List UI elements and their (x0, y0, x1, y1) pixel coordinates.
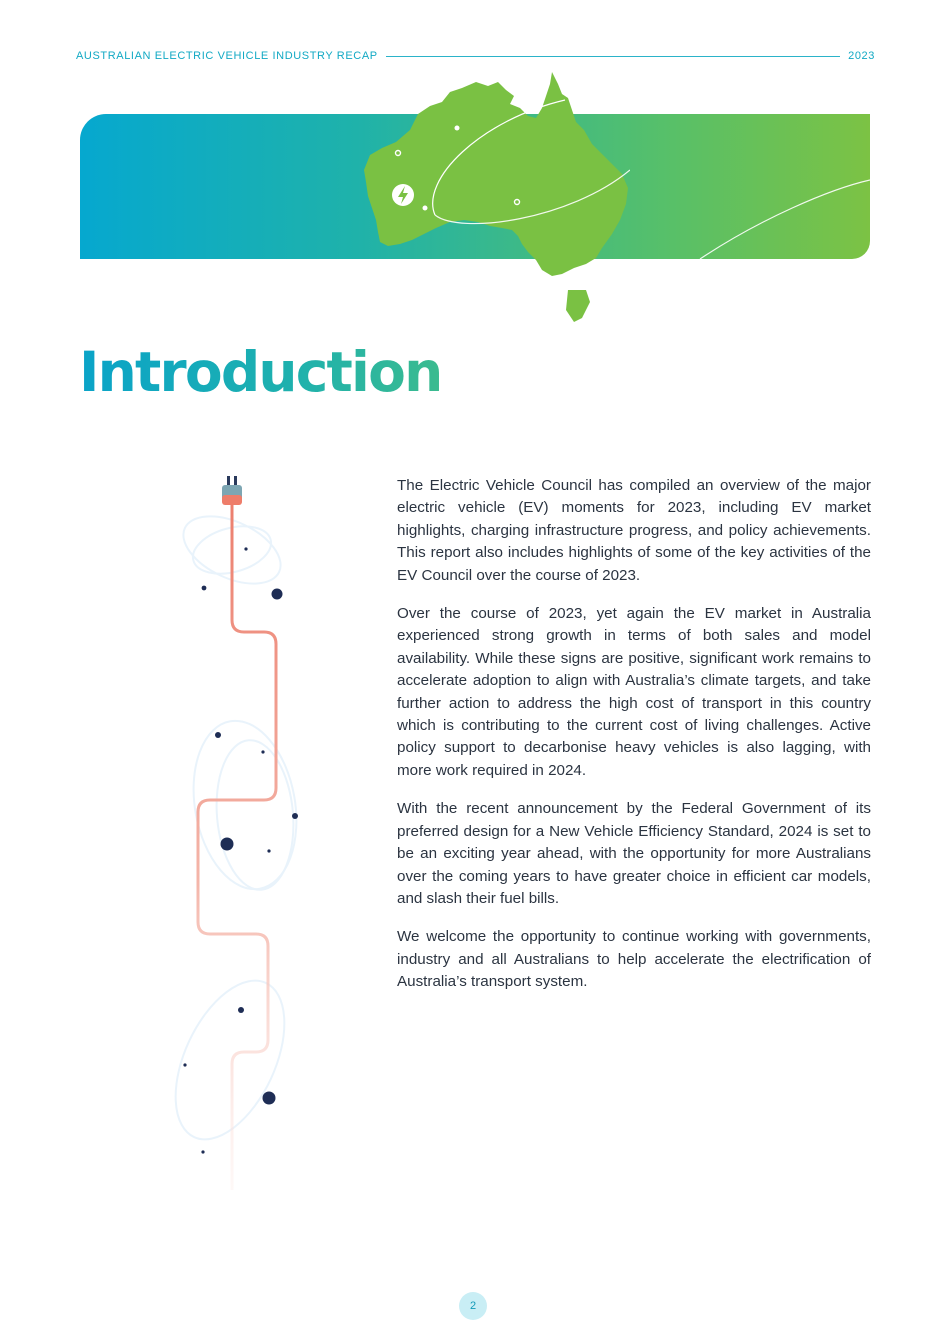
charging-cable-illustration (160, 470, 320, 1200)
intro-paragraph-1: The Electric Vehicle Council has compiled an overview of the major electric vehicle (EV) moments for 2023, including EV market highlights, charging infrastructure progress, and policy achievements. This report also includes highlights of some of the key activities of the EV Council over the course of 2023. (397, 477, 871, 584)
page-header (76, 48, 875, 64)
page-title: Introduction (79, 340, 442, 404)
header-title: AUSTRALIAN ELECTRIC VEHICLE INDUSTRY RECAP (76, 50, 378, 62)
australia-map (330, 70, 630, 325)
intro-paragraph-3: With the recent announcement by the Federal Government of its preferred design for a New Vehicle Efficiency Standard, 2024 is set to be an exciting year ahead, with the opportunity for more Australians over the coming years to have greater choice in efficient car models, and slash their fuel bills. (397, 800, 871, 907)
intro-body (397, 475, 871, 1010)
bolt-icon (392, 184, 414, 206)
plug-icon (222, 476, 242, 505)
intro-paragraph-4: We welcome the opportunity to continue working with governments, industry and all Australians to help accelerate the electrification of Australia’s transport system. (397, 928, 871, 991)
page-number: 2 (459, 1292, 487, 1320)
header-divider (386, 56, 840, 57)
intro-paragraph-2: Over the course of 2023, yet again the EV market in Australia experienced strong growth in terms of both sales and model availability. While these signs are positive, significant work remains to accelerate adoption to align with Australia’s climate targets, and take further action to address the high cost of transport in this country which is contributing to the current cost of living challenges. Active policy support to decarbonise heavy vehicles is also lagging, with more work required in 2024. (397, 605, 871, 779)
header-year: 2023 (848, 50, 875, 62)
